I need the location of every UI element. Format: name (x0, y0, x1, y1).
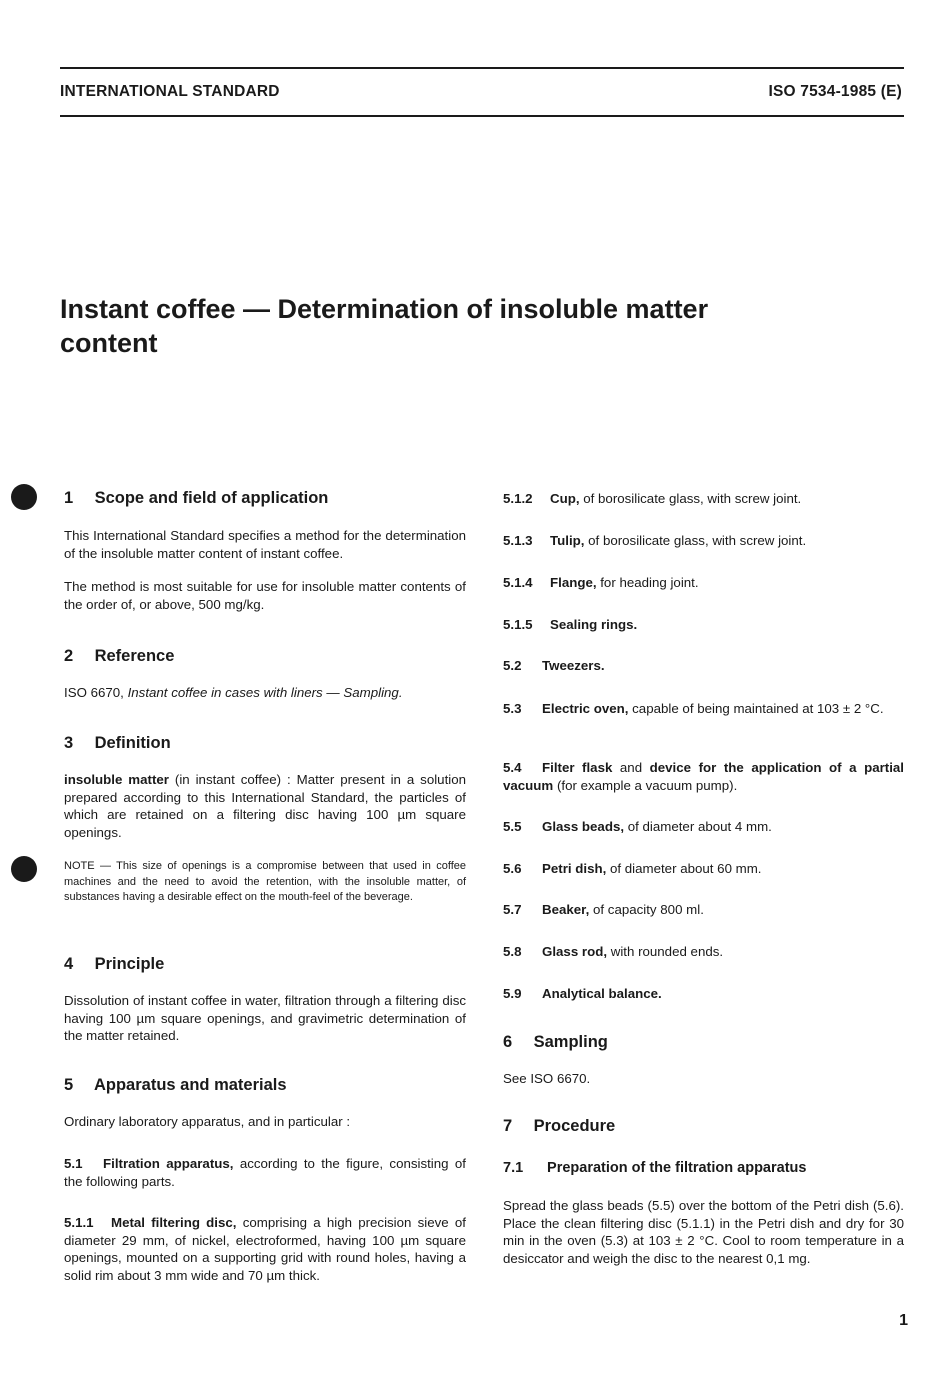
item-5-1-1 (64, 1214, 466, 1284)
item-5-5 (503, 818, 904, 836)
section-7-heading (503, 1117, 615, 1136)
section-4-paragraph: Dissolution of instant coffee in water, filtration through a filtering disc having 100 µm square openings, and gravimetric determination of the matter retained. (64, 993, 466, 1043)
item-term: Beaker, (542, 902, 590, 917)
section-6-paragraph: See ISO 6670. (503, 1071, 591, 1086)
item-number: 5.1.1 (64, 1215, 94, 1230)
document-title (60, 292, 880, 360)
section-3-heading (64, 734, 171, 753)
item-term: Glass beads, (542, 819, 625, 834)
item-text: comprising a high precision sieve of diameter 29 mm, of nickel, electroformed, having 100 µm square openings, mounted on a supporting grid with round holes, having a solid rim about 3 mm wide and 70 µm thick. (64, 1215, 466, 1283)
page-number: 1 (899, 1312, 908, 1329)
item-5-1-2 (503, 490, 904, 508)
item-number: 5.8 (503, 944, 522, 959)
item-number: 5.7 (503, 902, 522, 917)
item-term: Filter flask (542, 760, 613, 775)
item-text: of diameter about 4 mm. (624, 819, 772, 834)
item-number: 5.3 (503, 701, 522, 716)
section-number: 7.1 (503, 1160, 524, 1176)
section-4-heading (64, 955, 164, 974)
section-number: 2 (64, 647, 74, 665)
item-term: Sealing rings. (550, 617, 638, 632)
item-term: Tulip, (550, 533, 585, 548)
item-5-9 (503, 985, 904, 1003)
section-7-1-paragraph: Spread the glass beads (5.5) over the bottom of the Petri dish (5.6). Place the clean filtering disc (5.1.1) in the Petri dish and dry for 30 min in the oven (5.3) at 103 ± 2 °C. Cool to room temperature in a desiccator and weigh the disc to the nearest 0,1 mg. (503, 1198, 904, 1266)
item-text: of borosilicate glass, with screw joint. (584, 533, 807, 548)
item-number: 5.6 (503, 861, 522, 876)
title-line-2: content (60, 328, 158, 358)
item-text: of diameter about 60 mm. (606, 861, 762, 876)
item-number: 5.1 (64, 1156, 83, 1171)
item-term-2: device for the application of a partial vacuum (503, 760, 904, 793)
item-5-8 (503, 943, 904, 961)
item-term: Flange, (550, 575, 597, 590)
reference-title: Instant coffee in cases with liners — Sampling. (127, 685, 403, 700)
section-number: 1 (64, 489, 74, 507)
item-term: Electric oven, (542, 701, 629, 716)
section-number: 3 (64, 734, 74, 752)
item-text: capable of being maintained at 103 ± 2 °C. (628, 701, 884, 716)
item-5-4 (503, 759, 904, 794)
item-term: Glass rod, (542, 944, 608, 959)
item-number: 5.9 (503, 986, 522, 1001)
section-6-heading (503, 1033, 608, 1052)
item-text: according to the figure, consisting of the following parts. (64, 1156, 466, 1189)
section-title: Reference (94, 647, 175, 665)
section-title: Scope and field of application (94, 489, 329, 507)
header-standard-label: INTERNATIONAL STANDARD (60, 83, 280, 100)
section-2-reference (64, 684, 466, 702)
punch-hole-top (11, 484, 37, 510)
item-number: 5.1.2 (503, 491, 533, 506)
item-term: Petri dish, (542, 861, 607, 876)
punch-hole-bottom (11, 856, 37, 882)
item-5-6 (503, 860, 904, 878)
item-number: 5.1.5 (503, 617, 533, 632)
section-title: Definition (94, 734, 171, 752)
item-5-1-3 (503, 532, 904, 550)
item-5-1-5 (503, 616, 904, 634)
item-number: 5.1.3 (503, 533, 533, 548)
section-number: 7 (503, 1117, 513, 1135)
item-term: Metal filtering disc, (111, 1215, 237, 1230)
item-term: Tweezers. (542, 658, 605, 673)
section-1-heading (64, 489, 328, 508)
definition-text: (in instant coffee) : Matter present in a solution prepared according to this International Standard, the particles of which are retained on a filtering disc having 100 µm square openings. (64, 772, 467, 840)
item-5-7 (503, 901, 904, 919)
section-2-heading (64, 647, 174, 666)
section-title: Apparatus and materials (93, 1076, 287, 1094)
section-title: Sampling (533, 1033, 608, 1051)
section-1-paragraph-2: The method is most suitable for use for insoluble matter contents of the order of, or above, 500 mg/kg. (64, 579, 466, 612)
item-text: of borosilicate glass, with screw joint. (579, 491, 802, 506)
section-3-note: NOTE — This size of openings is a compromise between that used in coffee machines and the need to avoid the retention, with the insoluble matter, of substances having a desirable effect on the mouth-feel of the beverage. (64, 860, 466, 903)
section-title: Procedure (533, 1117, 616, 1135)
item-text: with rounded ends. (607, 944, 724, 959)
section-3-definition (64, 771, 466, 841)
title-line-1: Instant coffee — Determination of insoluble matter (60, 294, 709, 324)
item-term: Analytical balance. (542, 986, 662, 1001)
reference-number: ISO 6670, (64, 685, 128, 700)
item-number: 5.1.4 (503, 575, 533, 590)
item-number: 5.2 (503, 658, 522, 673)
section-5-paragraph: Ordinary laboratory apparatus, and in particular : (64, 1114, 351, 1129)
section-number: 4 (64, 955, 74, 973)
item-5-3 (503, 700, 904, 718)
item-5-1-4 (503, 574, 904, 592)
item-number: 5.4 (503, 760, 522, 775)
item-text: (for example a vacuum pump). (553, 777, 738, 793)
header-bottom-rule (60, 115, 904, 117)
section-7-1-heading (503, 1160, 806, 1176)
section-number: 5 (64, 1076, 74, 1094)
section-number: 6 (503, 1033, 513, 1051)
item-term: Filtration apparatus, (103, 1156, 234, 1171)
item-5-2 (503, 657, 904, 675)
item-connector: and (612, 760, 650, 775)
item-text: of capacity 800 ml. (589, 902, 704, 917)
item-5-1 (64, 1155, 466, 1190)
header-top-rule (60, 67, 904, 69)
section-title: Preparation of the filtration apparatus (547, 1160, 807, 1176)
section-1-paragraph-1: This International Standard specifies a method for the determination of the insoluble matter content of instant coffee. (64, 528, 466, 561)
item-text: for heading joint. (596, 575, 699, 590)
defined-term: insoluble matter (64, 772, 169, 787)
section-title: Principle (94, 955, 165, 973)
header-document-id: ISO 7534-1985 (E) (768, 83, 902, 100)
item-term: Cup, (550, 491, 580, 506)
item-number: 5.5 (503, 819, 522, 834)
section-5-heading (64, 1076, 287, 1095)
